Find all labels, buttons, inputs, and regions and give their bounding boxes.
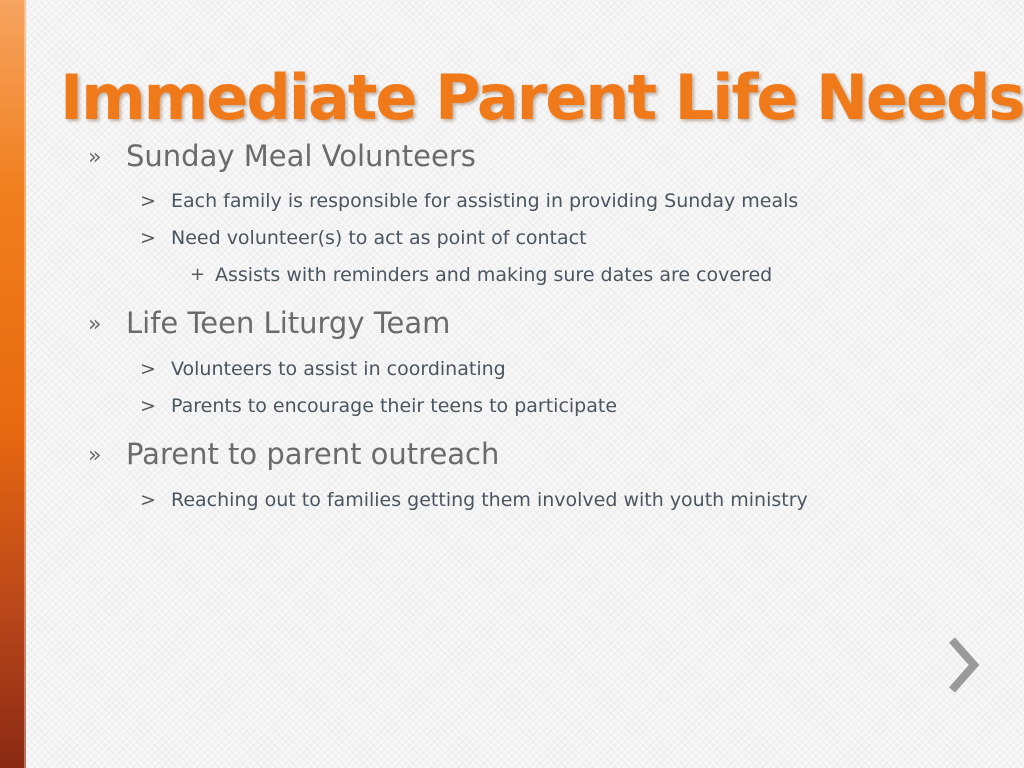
next-slide-button[interactable] xyxy=(938,632,986,698)
sub-sub-bullet-marker: + xyxy=(190,264,206,285)
chevron-right-icon xyxy=(938,632,986,698)
bullet-label: Life Teen Liturgy Team xyxy=(126,306,451,340)
sub-bullet-marker: > xyxy=(140,489,156,511)
sub-bullet-text: Reaching out to families getting them involved with youth ministry xyxy=(171,489,808,511)
sub-bullet-text: Each family is responsible for assisting in providing Sunday meals xyxy=(171,190,799,212)
sub-bullet-marker: > xyxy=(140,395,156,417)
bullet-marker: » xyxy=(88,312,102,337)
sub-bullet-marker: > xyxy=(140,227,156,249)
bullet-label: Parent to parent outreach xyxy=(126,437,500,471)
bullet-label: Sunday Meal Volunteers xyxy=(126,139,476,173)
sub-bullet-text: Parents to encourage their teens to participate xyxy=(171,395,618,417)
sub-bullet-text: Need volunteer(s) to act as point of contact xyxy=(171,227,587,249)
sub-bullet-marker: > xyxy=(140,190,156,212)
slide-title: Immediate Parent Life Needs xyxy=(60,61,1024,134)
bullet-marker: » xyxy=(88,145,102,170)
sub-sub-bullet-text: Assists with reminders and making sure dates are covered xyxy=(215,264,773,286)
sub-bullet-text: Volunteers to assist in coordinating xyxy=(171,358,506,380)
bullet-marker: » xyxy=(88,443,102,468)
sub-bullet-marker: > xyxy=(140,358,156,380)
